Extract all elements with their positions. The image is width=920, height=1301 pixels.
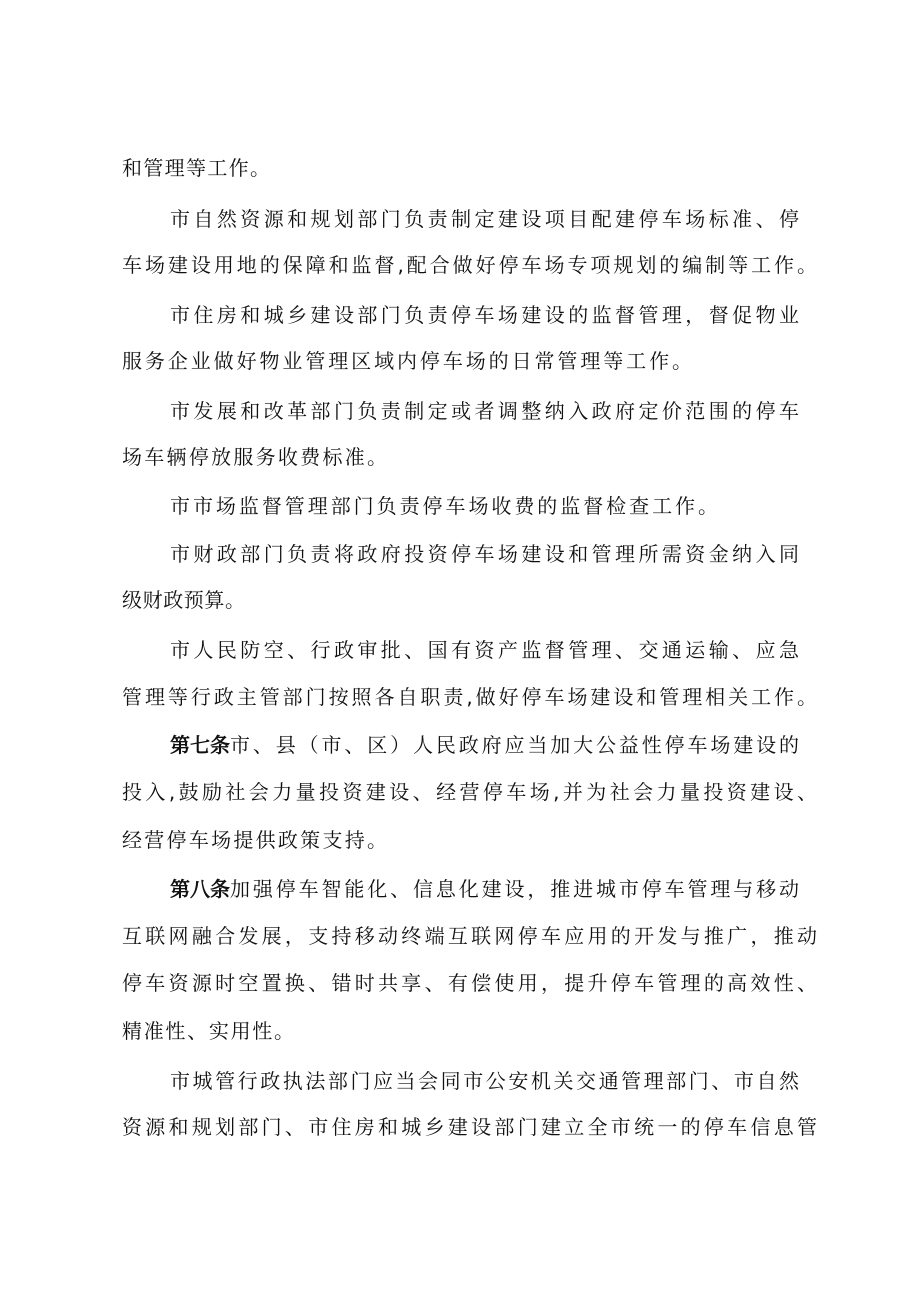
line-text: 和管理等工作。 [122, 156, 272, 180]
text-line [0, 916, 920, 956]
text-line [0, 963, 920, 1003]
line-text: 市人民防空、行政审批、国有资产监督管理、交通运输、应急 [170, 638, 803, 662]
text-line [0, 580, 920, 620]
text-line [0, 391, 920, 431]
line-text: 市城管行政执法部门应当会同市公安机关交通管理部门、市自然 [170, 1069, 802, 1093]
article-seven-heading: 第七条 [170, 733, 230, 757]
text-line [0, 820, 920, 860]
text-line [0, 772, 920, 812]
text-line [0, 1107, 920, 1147]
line-text: 市住房和城乡建设部门负责停车场建设的监督管理，督促物业 [170, 303, 803, 327]
line-text: 市自然资源和规划部门负责制定建设项目配建停车场标准、停 [170, 207, 803, 231]
line-text: 停车资源时空置换、错时共享、有偿使用，提升停车管理的高效性、 [122, 971, 821, 995]
line-text: 级财政预算。 [122, 588, 246, 612]
line-text: 互联网融合发展，支持移动终端互联网停车应用的开发与推广，推动 [122, 924, 821, 948]
article-eight-heading: 第八条 [170, 877, 230, 901]
line-text: 加强停车智能化、信息化建设，推进城市停车管理与移动 [230, 877, 802, 901]
line-text: 精准性、实用性。 [122, 1019, 296, 1043]
text-line [0, 245, 920, 285]
line-text: 市、县（市、区）人民政府应当加大公益性停车场建设的 [230, 733, 802, 757]
line-text: 管理等行政主管部门按照各自职责,做好停车场建设和管理相关工作。 [122, 685, 820, 709]
line-text: 市发展和改革部门负责制定或者调整纳入政府定价范围的停车 [170, 399, 803, 423]
text-line [0, 630, 920, 670]
line-text: 市市场监督管理部门负责停车场收费的监督检查工作。 [170, 494, 721, 518]
line-text: 市财政部门负责将政府投资停车场建设和管理所需资金纳入同 [170, 542, 803, 566]
text-line [0, 1011, 920, 1051]
text-line [0, 486, 920, 526]
text-line [0, 148, 920, 188]
text-line [0, 677, 920, 717]
text-line [0, 725, 920, 765]
line-text: 场车辆停放服务收费标准。 [122, 445, 390, 469]
line-text: 服务企业做好物业管理区域内停车场的日常管理等工作。 [122, 349, 695, 373]
line-text: 资源和规划部门、市住房和城乡建设部门建立全市统一的停车信息管 [122, 1115, 821, 1139]
text-line [0, 295, 920, 335]
text-line [0, 341, 920, 381]
text-line [0, 534, 920, 574]
text-line [0, 437, 920, 477]
line-text: 投入,鼓励社会力量投资建设、经营停车场,并为社会力量投资建设、 [122, 780, 821, 804]
text-line [0, 1061, 920, 1101]
text-line [0, 199, 920, 239]
line-text: 经营停车场提供政策支持。 [122, 828, 390, 852]
line-text: 车场建设用地的保障和监督,配合做好停车场专项规划的编制等工作。 [122, 253, 820, 277]
text-line [0, 869, 920, 909]
